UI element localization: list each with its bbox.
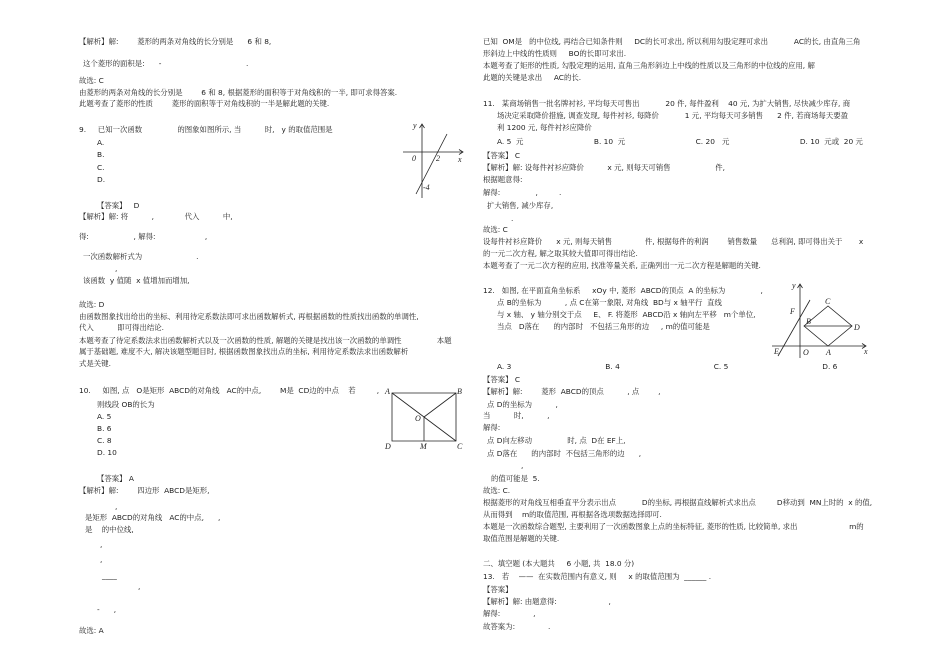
left-text-line: D. (97, 175, 106, 184)
q9-x-intercept-label: 2 (436, 154, 440, 163)
right-text-line: 解得: , . (483, 188, 562, 197)
right-text-line: 本题是一次函数综合题型, 主要利用了一次函数图象上点的坐标特征, 菱形的性质, 比较简单, 求出 m的 (483, 522, 864, 531)
right-text-line: 当 时, , (483, 411, 550, 420)
left-text-line: 【解析】解: 菱形的两条对角线的长分别是 6 和 8, (79, 37, 272, 46)
left-text-line: 式是关键. (79, 359, 111, 368)
left-text-line: 是 的中位线, (85, 525, 134, 534)
right-text-line: 设每件衬衫应降价 x 元, 则每天销售 件, 根据每件的利润 销售数量 总利润, 即可得出关于 x (483, 237, 864, 246)
right-text-line: 【答案】 C (483, 151, 521, 160)
left-text-line: , (100, 555, 103, 564)
right-text-line: 故选: C. (483, 486, 511, 495)
q10-label-d: D (385, 442, 391, 451)
left-text-line: B. (97, 150, 105, 159)
left-text-line: 则线段 OB的长为 (97, 400, 155, 409)
right-text-line: 故答案为: . (483, 622, 551, 631)
right-text-line: 【解析】解: 由题意得: , (483, 597, 611, 606)
left-text-line: B. 6 (97, 424, 112, 433)
right-text-line: 利 1200 元, 每件衬衫应降价 (497, 123, 592, 132)
q9-y-label: y (413, 121, 417, 130)
left-text-line: 得: , 解得: , (79, 232, 208, 241)
right-text-line: 11. 某商场销售一批名牌衬衫, 平均每天可售出 20 件, 每件盈利 40 元, 为扩大销售, 尽快减少库存, 商 (483, 99, 851, 108)
left-text-line: 故选: A (79, 626, 104, 635)
left-text-line: , (100, 540, 103, 549)
q12-label-e: E (774, 347, 779, 356)
right-text-line: 13. 若 —— 在实数范围内有意义, 则 x 的取值范围为 ______ . (483, 572, 712, 581)
q10-label-b: B (457, 387, 462, 396)
right-text-line: 当点 D落在 的内部时 不包括三角形的边 , m的值可能是 (497, 322, 710, 331)
right-text-line: 场决定采取降价措施, 调查发现, 每件衬衫, 每降价 1 元, 平均每天可多销售 2 件, 若商场每天要盈 (497, 111, 848, 120)
left-text-line: ____ (102, 571, 117, 580)
q10-label-c: C (457, 442, 463, 451)
right-text-line: 解得: (483, 423, 501, 432)
right-text-line: 解得: , (483, 609, 536, 618)
right-text-line: A. 5 元 B. 10 元 C. 20 元 D. 10 元或 20 元 (497, 137, 863, 146)
q10-label-a: A (385, 387, 390, 396)
left-text-line: 由函数图象找出给出的坐标、利用待定系数法即可求出函数解析式, 再根据函数的性质找出函数的单调性, (79, 312, 419, 321)
left-text-line: A. 5 (97, 412, 112, 421)
q12-rhombus-figure (768, 280, 872, 360)
right-text-line: 【答案】 (483, 585, 513, 594)
q9-function-graph (403, 120, 469, 200)
left-text-line: 【答案】 D (97, 201, 140, 210)
right-text-line: 此题的关键是求出 AC的长. (483, 73, 582, 82)
right-column (475, 0, 950, 672)
left-text-line: A. (97, 138, 105, 147)
right-text-line: . (511, 214, 514, 223)
right-text-line: 故选: C (483, 225, 508, 234)
right-text-line: 【答案】 C (483, 375, 521, 384)
left-text-line: 9. 已知一次函数 的图象如图所示, 当 时, y 的取值范围是 (79, 125, 333, 134)
left-text-line: 一次函数解析式为 . (83, 252, 199, 261)
left-text-line: 该函数 y 值随 x 值增加而增加, (83, 276, 190, 285)
right-text-line: 点 B的坐标为 , 点 C在第一象限, 对角线 BD与 x 轴平行 直线 (497, 298, 722, 307)
q10-label-m: M (420, 442, 427, 451)
right-text-line: 点 D向左移动 时, 点 D在 EF上, (487, 436, 626, 445)
right-text-line: 与 x 轴、 y 轴分别交于点 E、 F. 将菱形 ABCD沿 x 轴向左平移 m个单位, (497, 310, 756, 319)
right-text-line: 12. 如图, 在平面直角坐标系 xOy 中, 菱形 ABCD的顶点 A 的坐标为 , (483, 286, 763, 295)
left-text-line: D. 10 (97, 448, 117, 457)
q10-rectangle-figure (382, 385, 464, 457)
right-text-line: 二、填空题 (本大题共 6 小题, 共 18.0 分) (483, 559, 635, 568)
left-text-line: 【解析】解: 将 , 代入 中, (79, 212, 233, 221)
right-text-line: 点 D落在 的内部时 不包括三角形的边 , (487, 449, 642, 458)
left-text-line: , (115, 264, 118, 273)
left-text-line: 属于基础题, 难度不大, 解决该题型题目时, 根据函数图象找出点的坐标, 利用待定系数法求出函数解析 (79, 347, 409, 356)
right-text-line: 从而得到 m的取值范围, 再根据各选项数据选择即可. (483, 510, 662, 519)
right-text-line: 根据题意得: (483, 175, 523, 184)
right-text-line: , (521, 461, 524, 470)
q9-y-intercept-label: -4 (423, 183, 430, 192)
q12-label-o: O (803, 348, 809, 357)
right-text-line: A. 3 B. 4 C. 5 D. 6 (497, 362, 838, 371)
left-text-line: , (138, 582, 141, 591)
right-text-line: 【解析】解: 设每件衬衫应降价 x 元, 则每天可销售 件, (483, 163, 725, 172)
left-text-line: , (115, 502, 118, 511)
right-text-line: 点 D的坐标为 , (487, 400, 558, 409)
q10-segment-ob (424, 393, 456, 417)
q9-origin-label: 0 (412, 154, 416, 163)
right-text-line: 【解析】解: 菱形 ABCD的顶点 , 点 , (483, 387, 661, 396)
q12-label-b: B (806, 317, 811, 326)
left-text-line: 是矩形 ABCD的对角线 AC的中点, , (85, 513, 221, 522)
left-text-line: 【答案】 A (97, 474, 134, 483)
q12-x-label: x (864, 347, 868, 356)
left-column (0, 0, 470, 672)
left-text-line: 10. 如图, 点 O是矩形 ABCD的对角线 AC的中点, M是 CD边的中点 若 , (79, 386, 380, 395)
right-text-line: 根据菱形的对角线互相垂直平分表示出点 D的坐标, 再根据直线解析式求出点 D移动到 MN上时的 x 的值, (483, 498, 873, 507)
q12-y-label: y (792, 281, 796, 290)
q12-label-a: A (826, 348, 831, 357)
q10-label-o: O (415, 414, 421, 423)
right-text-line: 的一元二次方程, 解之取其较大值即可得出结论. (483, 249, 638, 258)
left-text-line: 此题考查了菱形的性质 菱形的面积等于对角线积的一半是解此题的关键. (79, 99, 330, 108)
right-text-line: 本题考查了矩形的性质, 勾股定理的运用, 直角三角形斜边上中线的性质以及三角形的中位线的应用, 解 (483, 61, 815, 70)
right-text-line: 的值可能是 5. (491, 474, 540, 483)
left-text-line: C. 8 (97, 436, 112, 445)
right-text-line: 取值范围是解题的关键. (483, 534, 560, 543)
left-text-line: 本题考查了待定系数法求出函数解析式以及一次函数的性质, 解题的关键是找出该一次函数的单调性 本题 (79, 336, 452, 345)
left-text-line: - , (97, 605, 117, 614)
q9-function-line (416, 134, 447, 194)
left-text-line: 故选: D (79, 300, 105, 309)
q12-label-c: C (825, 297, 831, 306)
right-text-line: 形斜边上中线的性质则 BO的长即可求出. (483, 49, 627, 58)
q12-label-f: F (790, 307, 795, 316)
left-text-line: C. (97, 163, 105, 172)
left-text-line: 由菱形的两条对角线的长分别是 6 和 8, 根据菱形的面积等于对角线积的一半, 即可求得答案. (79, 88, 398, 97)
left-text-line: 这个菱形的面积是: - . (83, 59, 249, 68)
left-text-line: 【解析】解: 四边形 ABCD是矩形, (79, 486, 210, 495)
q9-x-label: x (458, 155, 462, 164)
q12-label-d: D (854, 323, 860, 332)
right-text-line: 已知 OM是 的中位线, 再结合已知条件则 DC的长可求出, 所以利用勾股定理可求出 AC的长, 由直角三角 (483, 37, 861, 46)
right-text-line: 扩大销售, 减少库存, (487, 201, 554, 210)
left-text-line: 故选: C (79, 76, 104, 85)
left-text-line: 代入 即可得出结论. (79, 323, 164, 332)
right-text-line: 本题考查了一元二次方程的应用, 找准等量关系, 正确列出一元二次方程是解题的关键. (483, 261, 761, 270)
